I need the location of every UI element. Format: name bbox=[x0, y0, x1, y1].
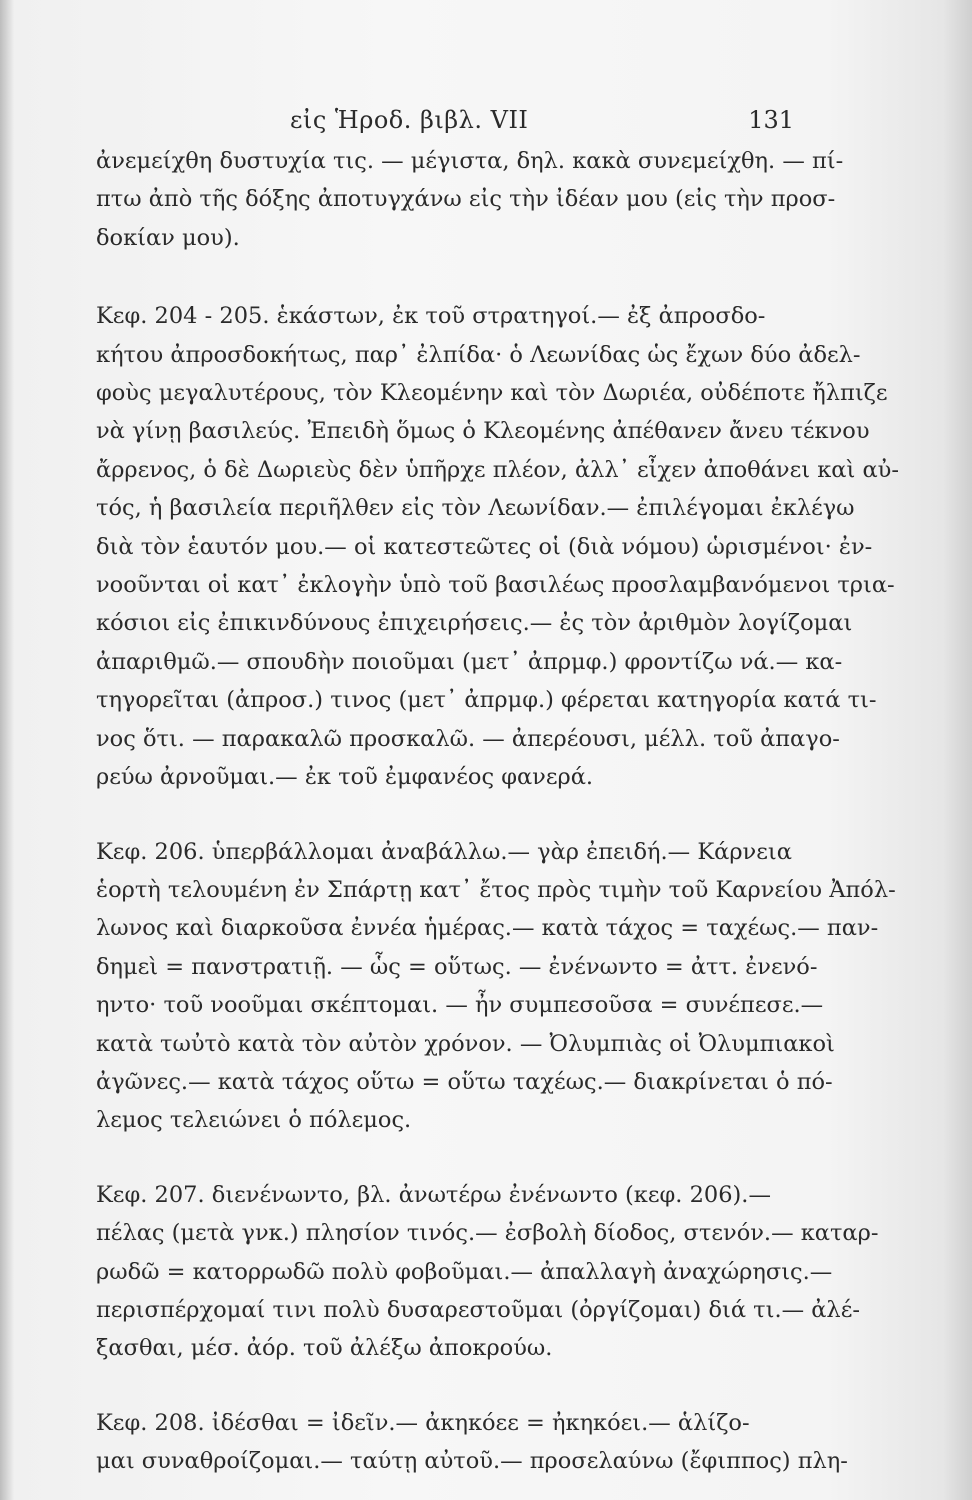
text-line: κήτου ἀπροσδοκήτως, παρ᾽ ἐλπίδα· ὁ Λεωνίδας ὡς ἔχων δύο ἀδελ- bbox=[96, 341, 861, 368]
text-line: νοοῦνται οἱ κατ᾽ ἐκλογὴν ὑπὸ τοῦ βασιλέως προσλαμβανόμενοι τρια- bbox=[96, 572, 895, 599]
text-line: φοὺς μεγαλυτέρους, τὸν Κλεομένην καὶ τὸν Δωριέα, οὐδέποτε ἤλπιζε bbox=[96, 380, 888, 407]
text-line: ἀγῶνες.— κατὰ τάχος οὕτω = οὕτω ταχέως.— διακρίνεται ὁ πό- bbox=[96, 1068, 833, 1095]
paragraph-chapter-208 bbox=[96, 1404, 848, 1481]
text-line: ρωδῶ = κατορρωδῶ πολὺ φοβοῦμαι.— ἀπαλλαγὴ ἀναχώρησις.— bbox=[96, 1258, 833, 1285]
text-line: λεμος τελειώνει ὁ πόλεμος. bbox=[96, 1107, 412, 1134]
text-line: ἀνεμείχθη δυστυχία τις. — μέγιστα, δηλ. κακὰ συνεμείχθη. — πί- bbox=[96, 148, 844, 174]
text-line: τηγορεῖται (ἀπροσ.) τινος (μετ᾽ ἀπρμφ.) φέρεται κατηγορία κατά τι- bbox=[96, 687, 877, 714]
text-line: δημεὶ = πανστρατιῇ. — ὧς = οὕτως. — ἐνένωντο = ἀττ. ἐνενό- bbox=[96, 953, 818, 980]
paragraph-chapter-207 bbox=[96, 1176, 879, 1368]
paragraph-chapter-206 bbox=[96, 833, 896, 1140]
text-line: ρεύω ἀρνοῦμαι.— ἐκ τοῦ ἐμφανέος φανερά. bbox=[96, 764, 594, 791]
text-line: νος ὅτι. — παρακαλῶ προσκαλῶ. — ἀπερέουσι, μέλλ. τοῦ ἀπαγο- bbox=[96, 725, 840, 752]
text-line: ἄρρενος, ὁ δὲ Δωριεὺς δὲν ὑπῆρχε πλέον, ἀλλ᾽ εἶχεν ἀποθάνει καὶ αὐ- bbox=[96, 456, 899, 483]
paragraph-continuation bbox=[96, 142, 844, 257]
text-line: ξασθαι, μέσ. ἀόρ. τοῦ ἀλέξω ἀποκρούω. bbox=[96, 1335, 553, 1362]
running-head: εἰς Ἡροδ. βιβλ. VII bbox=[290, 106, 529, 134]
text-line: περισπέρχομαί τινι πολὺ δυσαρεστοῦμαι (ὀργίζομαι) διά τι.— ἀλέ- bbox=[96, 1296, 860, 1323]
text-line: Κεφ. 204 - 205. ἑκάστων, ἐκ τοῦ στρατηγοί.— ἐξ ἀπροσδο- bbox=[96, 303, 766, 330]
text-line: κατὰ τωὐτὸ κατὰ τὸν αὐτὸν χρόνον. — Ὀλυμπιὰς οἱ Ὀλυμπιακοὶ bbox=[96, 1030, 835, 1057]
text-line: τός, ἡ βασιλεία περιῆλθεν εἰς τὸν Λεωνίδαν.— ἐπιλέγομαι ἐκλέγω bbox=[96, 495, 855, 522]
text-line: κόσιοι εἰς ἐπικινδύνους ἐπιχειρήσεις.— ἐς τὸν ἀριθμὸν λογίζομαι bbox=[96, 610, 853, 637]
text-line: Κεφ. 208. ἰδέσθαι = ἰδεῖν.— ἀκηκόεε = ἠκηκόει.— ἁλίζο- bbox=[96, 1409, 750, 1436]
text-line: πτω ἀπὸ τῆς δόξης ἀποτυγχάνω εἰς τὴν ἰδέαν μου (εἰς τὴν προσ- bbox=[96, 186, 836, 213]
text-line: νὰ γίνῃ βασιλεύς. Ἐπειδὴ ὅμως ὁ Κλεομένης ἀπέθανεν ἄνευ τέκνου bbox=[96, 418, 870, 445]
text-line: πέλας (μετὰ γνκ.) πλησίον τινός.— ἐσβολὴ δίοδος, στενόν.— καταρ- bbox=[96, 1220, 879, 1247]
text-line: Κεφ. 206. ὑπερβάλλομαι ἀναβάλλω.— γὰρ ἐπειδή.— Κάρνεια bbox=[96, 838, 792, 865]
page-binding-shadow bbox=[0, 0, 14, 1500]
text-line: Κεφ. 207. διενένωντο, βλ. ἀνωτέρω ἐνένωντο (κεφ. 206).— bbox=[96, 1181, 771, 1208]
text-line: ἑορτὴ τελουμένη ἐν Σπάρτῃ κατ᾽ ἔτος πρὸς τιμὴν τοῦ Καρνείου Ἀπόλ- bbox=[96, 876, 896, 903]
page-number: 131 bbox=[748, 106, 794, 134]
commentary-text bbox=[96, 142, 899, 1481]
text-line: λωνος καὶ διαρκοῦσα ἐννέα ἡμέρας.— κατὰ τάχος = ταχέως.— παν- bbox=[96, 915, 879, 942]
text-line: ἀπαριθμῶ.— σπουδὴν ποιοῦμαι (μετ᾽ ἀπρμφ.) φροντίζω νά.— κα- bbox=[96, 648, 843, 675]
text-line: μαι συναθροίζομαι.— ταύτῃ αὐτοῦ.— προσελαύνω (ἔφιππος) πλη- bbox=[96, 1448, 848, 1475]
text-line: ηντο· τοῦ νοοῦμαι σκέπτομαι. — ἦν συμπεσοῦσα = συνέπεσε.— bbox=[96, 992, 824, 1019]
text-line: διὰ τὸν ἑαυτόν μου.— οἱ κατεστεῶτες οἱ (διὰ νόμου) ὡρισμένοι· ἐν- bbox=[96, 533, 873, 560]
text-line: δοκίαν μου). bbox=[96, 224, 240, 251]
paragraph-chapter-204-205 bbox=[96, 297, 899, 796]
page-header bbox=[0, 106, 972, 146]
